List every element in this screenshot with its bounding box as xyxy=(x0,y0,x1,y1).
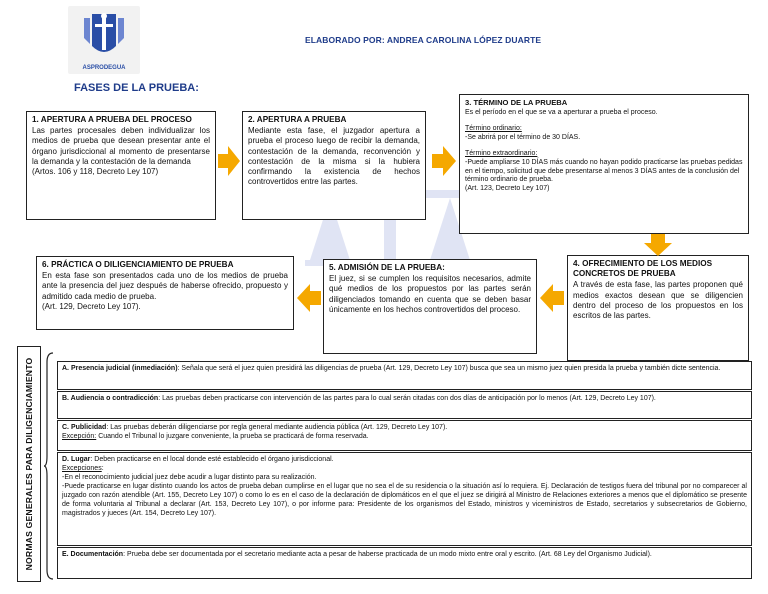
norm-item-c xyxy=(57,420,752,451)
step-2-box xyxy=(242,111,426,220)
step-1-body: Las partes procesales deben individualizar los medios de prueba que desean presentar ante el órgano jurisdiccional al momento de presentarse la demanda y la contestación de la demanda xyxy=(32,126,210,166)
logo-caption: ASPRODEGUA xyxy=(82,65,126,71)
step-4-body: A través de esta fase, las partes proponen qué medios exactos desean que se diligencien dentro del proceso de los propuestos en los escritos de las partes. xyxy=(573,280,743,321)
step-3-box xyxy=(459,94,749,234)
norm-e-heading: E. Documentación xyxy=(62,551,124,558)
step-2-body: Mediante esta fase, el juzgador apertura a prueba el proceso luego de recibir la demanda, contestación de la demanda, reconvención y contestación de la misma si la hubiera confirmando la existencia de hechos controvertidos entre las partes. xyxy=(248,126,420,187)
step-1-reference: (Artos. 106 y 118, Decreto Ley 107) xyxy=(32,167,159,177)
step-6-box xyxy=(36,256,294,330)
norm-item-b xyxy=(57,391,752,419)
extraordinary-term-text: -Puede ampliarse 10 DÍAS más cuando no hayan podido practicarse las pruebas pedidas en el tiempo, solicitud que debe presentarse al menos 3 DÍAS antes de la conclusión del término ordinario de prueba. xyxy=(465,158,743,184)
norm-c-text: : Las pruebas deberán diligenciarse por regla general mediante audiencia pública (Art. 129, Decreto Ley 107). xyxy=(106,424,448,431)
step-6-title: 6. PRÁCTICA O DILIGENCIAMIENTO DE PRUEBA xyxy=(42,260,234,269)
step-3-reference: (Art. 123, Decreto Ley 107) xyxy=(465,184,550,192)
norm-d-exception-1: -En el reconocimiento judicial juez debe acudir a lugar distinto para su realización. xyxy=(62,474,317,481)
step-3-intro: Es el período en el que se va a aperturar a prueba el proceso. xyxy=(465,108,658,116)
norm-b-text: : Las pruebas deben practicarse con intervención de las partes para lo cual serán citadas con dos días de anticipación por lo menos (Art. 129, Decreto Ley 107). xyxy=(158,395,656,402)
norm-d-exception-2: -Puede practicarse en lugar distinto cuando los actos de prueba deban cumplirse en el lugar que no sea el de su residencia o la situación así lo requiera. Ej. Declaración de testigos fuera del tribunal por no comparecer al juzgado con razón atendible (Art. 155, Decreto Ley 107) o como lo es en el caso de la declaración de diplomáticos en el que el juez se dirigirá al Ministro de Relaciones exteriores a menos que el diplomático se presente de forma voluntaria al Tribunal a declarar (Art. 153, Decreto Ley 107), o por informe para: Presidente de los organismos del Estado, ministros y viceministros de Estado, secretarios y subsecretarios de Gobierno, magistrados y jueces (Art. 154, Decreto Ley 107). xyxy=(62,483,747,517)
arrow-right-icon xyxy=(432,146,456,176)
norm-d-text: : Deben practicarse en el local donde esté establecido el órgano jurisdiccional. xyxy=(90,456,334,463)
norm-b-heading: B. Audiencia o contradicción xyxy=(62,395,159,402)
logo-emblem-icon xyxy=(68,6,140,64)
norm-c-heading: C. Publicidad xyxy=(62,424,107,431)
step-1-title: 1. APERTURA A PRUEBA DEL PROCESO xyxy=(32,115,192,124)
step-6-body: En esta fase son presentados cada uno de los medios de prueba ante la presencia del juez después de haberse ofrecido, propuesto y admitido cada medio de prueba. xyxy=(42,271,288,301)
ordinary-term-text: -Se abrirá por el término de 30 DÍAS. xyxy=(465,133,581,141)
arrow-right-icon xyxy=(218,146,240,176)
step-4-box xyxy=(567,255,749,361)
norm-d-exceptions-label: Excepciones xyxy=(62,465,102,472)
page-title: FASES DE LA PRUEBA: xyxy=(74,82,199,94)
step-1-box xyxy=(26,111,216,220)
norm-c-exception-label: Excepción: xyxy=(62,433,97,440)
step-6-reference: (Art. 129, Decreto Ley 107). xyxy=(42,301,141,311)
norm-item-a xyxy=(57,361,752,390)
arrow-down-icon xyxy=(644,234,672,256)
brace-bracket-icon xyxy=(44,352,54,580)
logo xyxy=(68,6,140,74)
norms-side-label: NORMAS GENERALES PARA DILIGENCIAMIENTO xyxy=(24,357,34,571)
norm-item-d: D. Lugar: Deben practicarse en el local donde esté establecido el órgano jurisdiccional. Excepciones: -En el reconocimiento judicial juez debe acudir a lugar distinto para su realización. -Puede practicarse en lugar distinto cuando los actos de prueba deban cumplirse en el lugar que no sea el de su residencia o la situación así lo requiera. Ej. Declaración de testigos fuera del tribunal por no comparecer al juzgado con razón atendible (Art. 155, Decreto Ley 107) o como lo es en el caso de la declaración de diplomáticos en el que el juez se dirigirá al Ministro de Relaciones exteriores a menos que el diplomático se presente de forma voluntaria al Tribunal a declarar (Art. 153, Decreto Ley 107), o por informe para: Presidente de los organismos del Estado, ministros y viceministros de Estado, secretarios y subsecretarios de Gobierno, magistrados y jueces (Art. 154, Decreto Ley 107). xyxy=(57,452,752,546)
ordinary-term-label: Término ordinario: xyxy=(465,125,522,133)
extraordinary-term-label: Término extraordinario: xyxy=(465,150,538,158)
norm-e-text: : Prueba debe ser documentada por el secretario mediante acta a pesar de haberse practicada de un modo mixto entre oral y escrito. (Art. 68 Ley del Organismo Judicial). xyxy=(123,551,652,558)
arrow-left-icon xyxy=(540,284,564,312)
norm-c-exception-text: Cuando el Tribunal lo juzgare conveniente, la prueba se practicará de forma reservada. xyxy=(96,433,369,440)
step-5-body: El juez, si se cumplen los requisitos necesarios, admite qué medios de los propuestos por las partes serán diligenciados tomando en cuenta que se deben basar únicamente en los hechos controvertidos del proceso. xyxy=(329,274,531,314)
arrow-left-icon xyxy=(297,284,321,312)
step-5-box xyxy=(323,259,537,354)
step-2-title: 2. APERTURA A PRUEBA xyxy=(248,115,347,124)
norm-a-text: : Señala que será el juez quien presidirá las diligencias de prueba (Art. 129, Decreto Ley 107) busca que sea un mismo juez quien presida la prueba y también dicte sentencia. xyxy=(177,365,721,372)
step-3-title: 3. TÉRMINO DE LA PRUEBA xyxy=(465,98,568,107)
step-4-title: 4. OFRECIMIENTO DE LOS MEDIOS CONCRETOS DE PRUEBA xyxy=(573,259,713,279)
norms-side-label-box xyxy=(17,346,41,582)
norm-d-heading: D. Lugar xyxy=(62,456,91,463)
author-credit: ELABORADO POR: ANDREA CAROLINA LÓPEZ DUARTE xyxy=(305,35,542,45)
norm-a-heading: A. Presencia judicial (inmediación) xyxy=(62,365,178,372)
norm-item-e xyxy=(57,547,752,579)
step-5-title: 5. ADMISIÓN DE LA PRUEBA: xyxy=(329,263,445,272)
